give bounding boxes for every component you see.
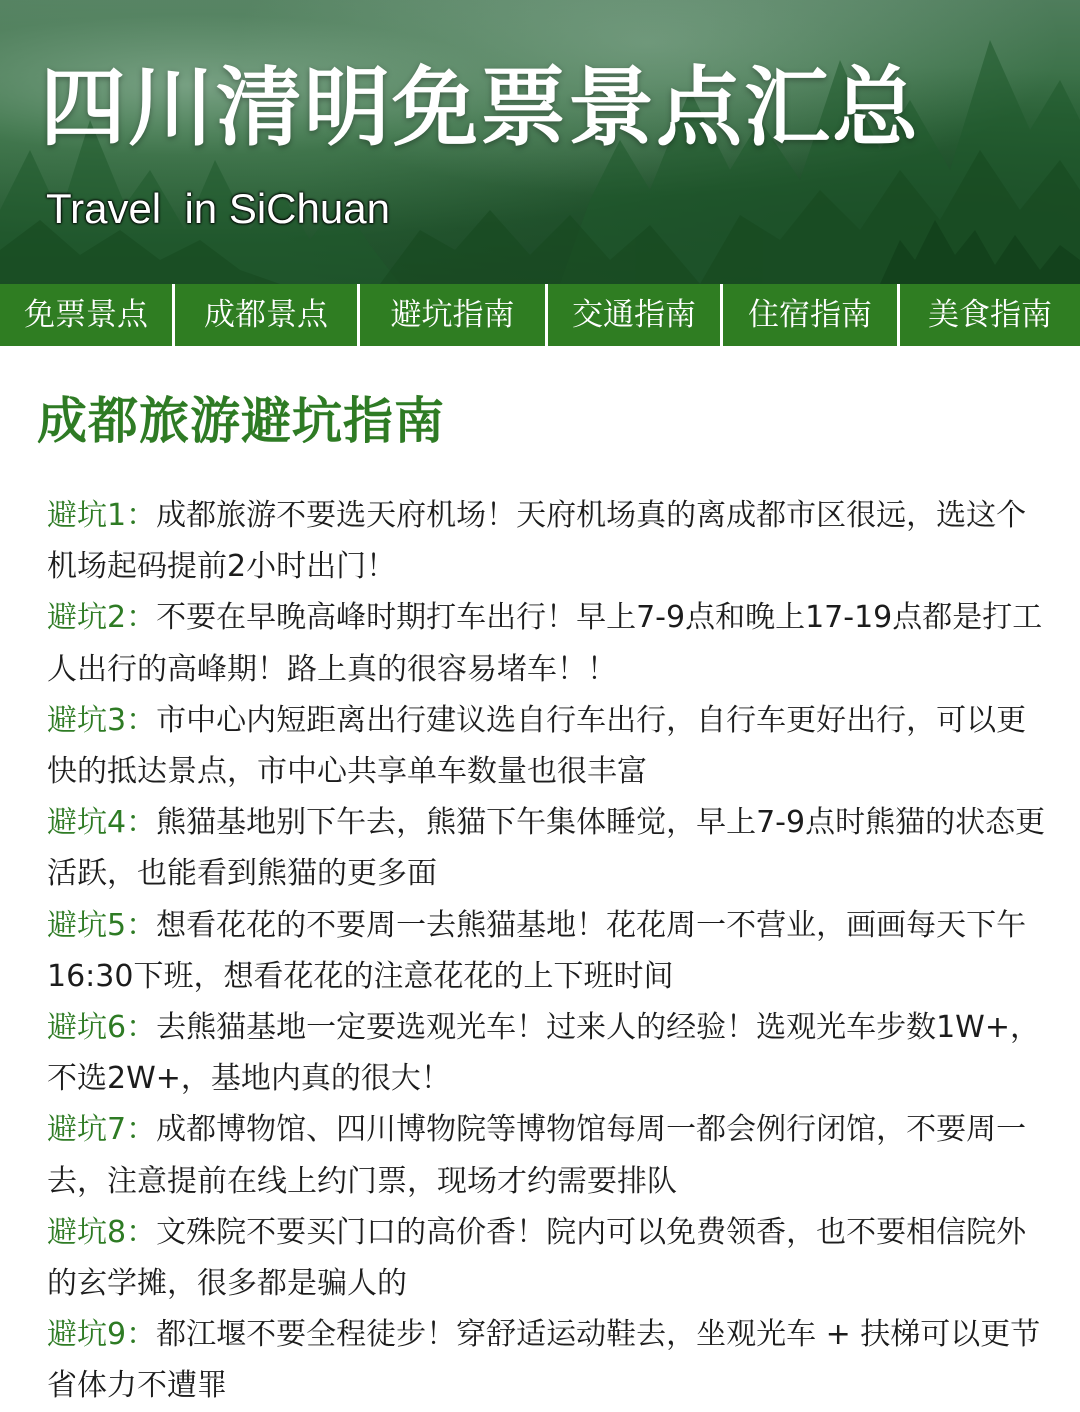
tip-item <box>47 900 1047 1002</box>
tip-item <box>47 1309 1047 1411</box>
tip-label: 避坑6： <box>47 1010 157 1046</box>
nav-transport-guide[interactable]: 交通指南 <box>545 284 720 346</box>
category-nav-bar <box>0 284 1080 346</box>
tip-text: 想看花花的不要周一去熊猫基地！花花周一不营业，画画每天下午16:30下班，想看花花的注意花花的上下班时间 <box>47 907 1027 994</box>
nav-lodging-guide[interactable]: 住宿指南 <box>720 284 897 346</box>
tip-text: 去熊猫基地一定要选观光车！过来人的经验！选观光车步数1W+，不选2W+，基地内真的很大！ <box>47 1010 1040 1097</box>
tip-label: 避坑2： <box>47 600 157 636</box>
tip-text: 成都旅游不要选天府机场！天府机场真的离成都市区很远，选这个机场起码提前2小时出门！ <box>47 498 1027 585</box>
tip-label: 避坑4： <box>47 805 157 841</box>
hero-banner <box>0 0 1080 284</box>
nav-free-attractions[interactable]: 免票景点 <box>24 297 148 333</box>
nav-chengdu-attractions[interactable]: 成都景点 <box>172 284 357 346</box>
hero-subtitle: Travel in SiChuan <box>46 185 390 232</box>
nav-food-guide[interactable]: 美食指南 <box>897 284 1080 346</box>
tip-label: 避坑3： <box>47 702 157 738</box>
tip-text: 熊猫基地别下午去，熊猫下午集体睡觉，早上7-9点时熊猫的状态更活跃，也能看到熊猫的更多面 <box>47 805 1046 892</box>
tip-text: 文殊院不要买门口的高价香！院内可以免费领香，也不要相信院外的玄学摊，很多都是骗人的 <box>47 1214 1027 1302</box>
tip-text: 都江堰不要全程徒步！穿舒适运动鞋去，坐观光车 + 扶梯可以更节省体力不遭罪 <box>47 1317 1041 1404</box>
tip-label: 避坑7： <box>47 1112 157 1148</box>
tip-label: 避坑8： <box>47 1214 157 1250</box>
tip-item <box>47 1002 1047 1104</box>
tip-item <box>47 797 1047 899</box>
tip-item <box>47 1207 1047 1309</box>
tip-item <box>47 490 1047 592</box>
nav-pitfall-guide[interactable]: 避坑指南 <box>357 284 545 346</box>
tip-label: 避坑5： <box>47 907 157 943</box>
tip-text: 成都博物馆、四川博物院等博物馆每周一都会例行闭馆，不要周一去，注意提前在线上约门票，现场才约需要排队 <box>47 1112 1027 1199</box>
tip-item <box>47 1104 1047 1206</box>
tips-list <box>47 490 1047 1412</box>
tip-text: 不要在早晚高峰时期打车出行！早上7-9点和晚上17-19点都是打工人出行的高峰期！路上真的很容易堵车！！ <box>47 600 1043 687</box>
tip-text: 市中心内短距离出行建议选自行车出行，自行车更好出行，可以更快的抵达景点，市中心共享单车数量也很丰富 <box>47 702 1027 790</box>
tip-label: 避坑9： <box>47 1317 157 1353</box>
tip-label: 避坑1： <box>47 498 157 533</box>
hero-title: 四川清明免票景点汇总 <box>40 58 920 158</box>
tip-item <box>47 592 1047 694</box>
tip-item <box>47 695 1047 797</box>
section-title: 成都旅游避坑指南 <box>37 392 445 450</box>
